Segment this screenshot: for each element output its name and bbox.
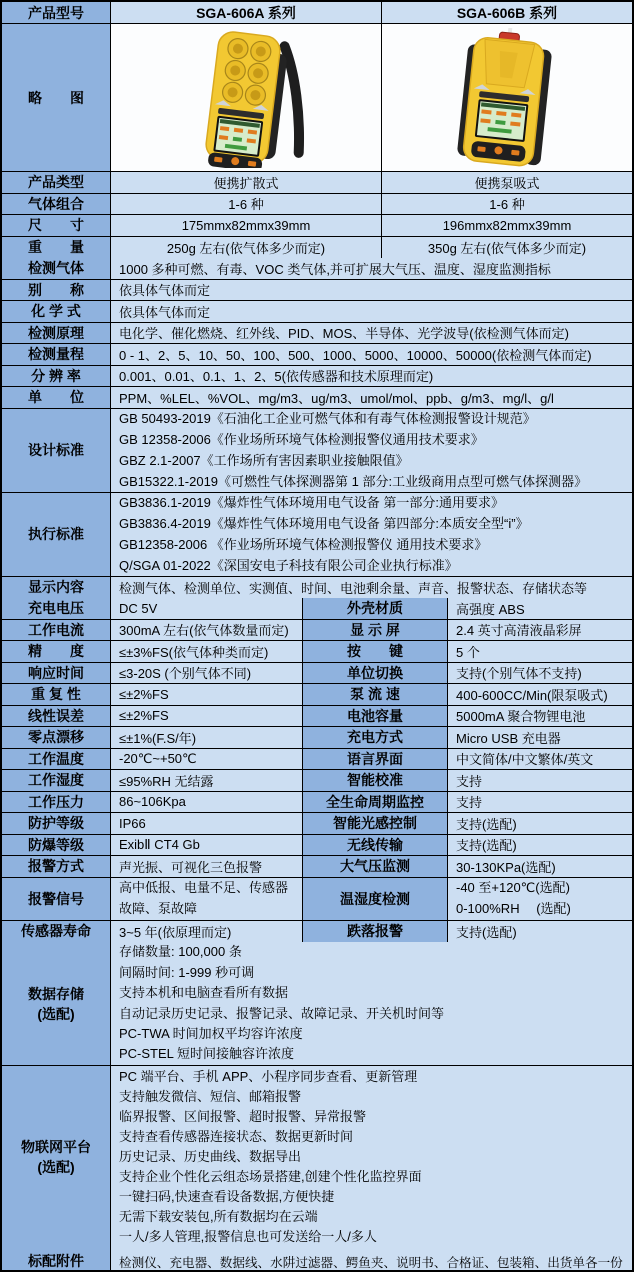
row-value-line: GB3836.4-2019《爆炸性气体环境用电气设备 第四部分:本质安全型“i”》 (119, 516, 529, 531)
row-value: IP66 (110, 813, 302, 834)
table-row (2, 237, 632, 259)
row-label: 工作压力 (2, 792, 110, 813)
row-label: 大气压监测 (302, 856, 447, 877)
row-value-line: Q/SGA 01-2022《深国安电子科技有限公司企业执行标准》 (119, 558, 458, 573)
paired-rows-section (2, 598, 632, 942)
row-value: 支持(选配) (447, 921, 632, 943)
model-b-value: 1-6 种 (381, 194, 632, 215)
table-row (2, 194, 632, 216)
table-row (2, 258, 632, 280)
row-value-line: PC 端平台、手机 APP、小程序同步查看、更新管理 (119, 1068, 418, 1084)
row-value-line: GB15322.1-2019《可燃性气体探测器第 1 部分:工业级商用点型可燃气体探测器》 (119, 474, 588, 489)
full-width-rows-section (2, 258, 632, 598)
row-label: 充电方式 (302, 727, 447, 748)
row-label: 别 称 (2, 280, 110, 301)
row-value-line: 一人/多人管理,报警信息也可发送给一人/多人 (119, 1229, 377, 1245)
big-rows-section (2, 942, 632, 1248)
row-label: 略 图 (2, 24, 110, 171)
model-b-value: 便携泵吸式 (381, 172, 632, 193)
row-label: 无线传输 (302, 835, 447, 856)
row-label: 充电电压 (2, 598, 110, 619)
row-label: 精 度 (2, 641, 110, 662)
row-label: 重 复 性 (2, 684, 110, 705)
table-row (2, 1066, 632, 1248)
row-value-line: GB3836.1-2019《爆炸性气体环境用电气设备 第一部分:通用要求》 (119, 495, 505, 510)
row-value-line: GB12358-2006 《作业场所环境气体检测报警仪 通用技术要求》 (119, 537, 488, 552)
row-label: 泵 流 速 (302, 684, 447, 705)
row-label: 执行标准 (2, 493, 110, 576)
row-label (2, 1066, 110, 1248)
table-row (2, 684, 632, 706)
table-row (2, 706, 632, 728)
row-value: 高强度 ABS (447, 598, 632, 619)
row-label: 防爆等级 (2, 835, 110, 856)
table-row (2, 921, 632, 943)
row-label: 报警方式 (2, 856, 110, 877)
row-value-line: PC-STEL 短时间接触容许浓度 (119, 1046, 295, 1062)
row-value: 依具体气体而定 (110, 301, 632, 322)
table-row (2, 493, 632, 577)
row-value (447, 878, 632, 920)
row-value: ≤95%RH 无结露 (110, 770, 302, 791)
row-value: 检测气体、检测单位、实测值、时间、电池剩余量、声音、报警状态、存储状态等 (110, 577, 632, 599)
model-a-value: 便携扩散式 (110, 172, 381, 193)
table-header-row (2, 2, 632, 24)
row-label: 设计标准 (2, 409, 110, 492)
table-row (2, 577, 632, 599)
sga-606a-device-image (126, 28, 366, 168)
row-value: ≤±1%(F.S/年) (110, 727, 302, 748)
row-label: 防护等级 (2, 813, 110, 834)
row-value-line: 支持企业个性化云组态场景搭建,创建个性化监控界面 (119, 1169, 422, 1185)
row-value (110, 409, 632, 492)
table-row (2, 620, 632, 642)
model-a-value: 175mmx82mmx39mm (110, 215, 381, 236)
row-value-line: 无需下载安装包,所有数据均在云端 (119, 1209, 318, 1225)
row-value (110, 942, 632, 1065)
row-value: 支持 (447, 770, 632, 791)
row-value-line: 间隔时间: 1-999 秒可调 (119, 964, 255, 980)
table-row (2, 792, 632, 814)
table-row (2, 409, 632, 493)
row-value: ≤±3%FS(依气体种类而定) (110, 641, 302, 662)
row-label: 线性误差 (2, 706, 110, 727)
product-image-cell-b (381, 24, 632, 171)
row-label: 分 辨 率 (2, 366, 110, 387)
row-value: 86~106Kpa (110, 792, 302, 813)
row-label-line: (选配) (37, 1159, 75, 1175)
row-label: 传感器寿命 (2, 921, 110, 943)
row-label: 检测气体 (2, 258, 110, 279)
row-value: 电化学、催化燃烧、红外线、PID、MOS、半导体、光学波导(依检测气体而定) (110, 323, 632, 344)
row-label: 化 学 式 (2, 301, 110, 322)
row-value-line: GB 50493-2019《石油化工企业可燃气体和有毒气体检测报警设计规范》 (119, 411, 536, 426)
accessories-row (2, 1248, 632, 1272)
row-value-line: 支持本机和电脑查看所有数据 (119, 985, 289, 1001)
model-a-value: 250g 左右(依气体多少而定) (110, 237, 381, 259)
row-value: 声光振、可视化三色报警 (110, 856, 302, 877)
row-label: 按 键 (302, 641, 447, 662)
row-value: PPM、%LEL、%VOL、mg/m3、ug/m3、umol/mol、ppb、g/m3、mg/l、g/l (110, 387, 632, 408)
row-value: DC 5V (110, 598, 302, 619)
row-value: 300mA 左右(依气体数量而定) (110, 620, 302, 641)
row-label: 语言界面 (302, 749, 447, 770)
row-label-line: 物联网平台 (21, 1139, 91, 1155)
row-label: 零点漂移 (2, 727, 110, 748)
row-value-line: 故障、泵故障 (119, 900, 198, 916)
row-value (110, 878, 302, 920)
row-value: 30-130KPa(选配) (447, 856, 632, 877)
row-value: 3~5 年(依原理而定) (110, 921, 302, 943)
table-row (2, 172, 632, 194)
sga-606b-device-image (397, 28, 617, 168)
table-row (2, 323, 632, 345)
row-value: ≤±2%FS (110, 684, 302, 705)
model-a-value: 1-6 种 (110, 194, 381, 215)
row-label: 检测原理 (2, 323, 110, 344)
model-b-value: 196mmx82mmx39mm (381, 215, 632, 236)
row-label: 产品类型 (2, 172, 110, 193)
model-b-value: 350g 左右(依气体多少而定) (381, 237, 632, 259)
table-row (2, 813, 632, 835)
table-row (2, 942, 632, 1066)
row-value: ≤3-20S (个别气体不同) (110, 663, 302, 684)
table-row (2, 878, 632, 921)
table-row (2, 641, 632, 663)
table-row (2, 280, 632, 302)
table-row (2, 770, 632, 792)
row-value-line: 历史记录、历史曲线、数据导出 (119, 1148, 302, 1164)
row-value: 检测仪、充电器、数据线、水阱过滤器、鳄鱼夹、说明书、合格证、包装箱、出货单各一份 (110, 1248, 632, 1272)
row-label: 电池容量 (302, 706, 447, 727)
row-label: 跌落报警 (302, 921, 447, 943)
table-row (2, 835, 632, 857)
table-row (2, 387, 632, 409)
row-value: 1000 多种可燃、有毒、VOC 类气体,并可扩展大气压、温度、湿度监测指标 (110, 258, 632, 279)
row-value-line: 存储数量: 100,000 条 (119, 944, 242, 960)
table-row (2, 598, 632, 620)
row-label (2, 942, 110, 1065)
row-value: ≤±2%FS (110, 706, 302, 727)
row-label: 智能校准 (302, 770, 447, 791)
row-label: 单 位 (2, 387, 110, 408)
header-model-b: SGA-606B 系列 (381, 2, 632, 23)
row-value-line: 支持触发微信、短信、邮箱报警 (119, 1088, 302, 1104)
row-value-line: PC-TWA 时间加权平均容许浓度 (119, 1025, 303, 1041)
row-label: 标配附件 (2, 1248, 110, 1272)
row-value-line: GB 12358-2006《作业场所环境气体检测报警仪通用技术要求》 (119, 432, 484, 447)
row-label: 响应时间 (2, 663, 110, 684)
row-value: 5000mA 聚合物锂电池 (447, 706, 632, 727)
row-value-line: GBZ 2.1-2007《工作场所有害因素职业接触限值》 (119, 453, 409, 468)
table-row (2, 727, 632, 749)
row-label: 重 量 (2, 237, 110, 259)
row-label-line: 数据存储 (28, 985, 84, 1002)
table-row (2, 301, 632, 323)
row-value: 0.001、0.01、0.1、1、2、5(依传感器和技术原理而定) (110, 366, 632, 387)
row-value-line: 高中低报、电量不足、传感器 (119, 880, 289, 895)
row-value: -20℃~+50℃ (110, 749, 302, 770)
row-label: 智能光感控制 (302, 813, 447, 834)
row-label: 报警信号 (2, 878, 110, 920)
row-value (110, 493, 632, 576)
row-label: 温湿度检测 (302, 878, 447, 920)
row-label: 全生命周期监控 (302, 792, 447, 813)
row-value: 2.4 英寸高清液晶彩屏 (447, 620, 632, 641)
row-value: 0 - 1、2、5、10、50、100、500、1000、5000、10000、50000(依检测气体而定) (110, 344, 632, 365)
row-value-line: -40 至+120℃(选配) (456, 880, 570, 895)
row-label: 工作湿度 (2, 770, 110, 791)
row-value-line: 支持查看传感器连接状态、数据更新时间 (119, 1128, 354, 1144)
row-label: 显 示 屏 (302, 620, 447, 641)
row-value-line: 0-100%RH (选配) (456, 900, 571, 916)
row-label: 检测量程 (2, 344, 110, 365)
row-value: 5 个 (447, 641, 632, 662)
header-model-a: SGA-606A 系列 (110, 2, 381, 23)
row-value: 400-600CC/Min(限泵吸式) (447, 684, 632, 705)
table-row (2, 366, 632, 388)
row-value (110, 1066, 632, 1248)
row-label: 工作温度 (2, 749, 110, 770)
row-value: 依具体气体而定 (110, 280, 632, 301)
row-label: 单位切换 (302, 663, 447, 684)
row-label: 显示内容 (2, 577, 110, 599)
product-image-cell-a (110, 24, 381, 171)
product-image-row (2, 24, 632, 172)
table-row (2, 344, 632, 366)
row-value: 支持(选配) (447, 813, 632, 834)
row-value-line: 自动记录历史记录、报警记录、故障记录、开关机时间等 (119, 1005, 445, 1021)
row-value-line: 一键扫码,快速查看设备数据,方便快捷 (119, 1189, 335, 1205)
header-label: 产品型号 (2, 2, 110, 23)
row-value: 支持(选配) (447, 835, 632, 856)
row-label: 尺 寸 (2, 215, 110, 236)
row-label: 气体组合 (2, 194, 110, 215)
table-row (2, 663, 632, 685)
row-value: ExibⅡ CT4 Gb (110, 835, 302, 856)
row-label: 外壳材质 (302, 598, 447, 619)
row-label: 工作电流 (2, 620, 110, 641)
product-rows-section (2, 172, 632, 258)
table-row (2, 749, 632, 771)
row-value: 支持 (447, 792, 632, 813)
table-row (2, 215, 632, 237)
row-value: 支持(个别气体不支持) (447, 663, 632, 684)
row-value: Micro USB 充电器 (447, 727, 632, 748)
table-row (2, 856, 632, 878)
row-value: 中文简体/中文繁体/英文 (447, 749, 632, 770)
row-label-line: (选配) (37, 1005, 75, 1022)
row-value-line: 临界报警、区间报警、超时报警、异常报警 (119, 1108, 367, 1124)
